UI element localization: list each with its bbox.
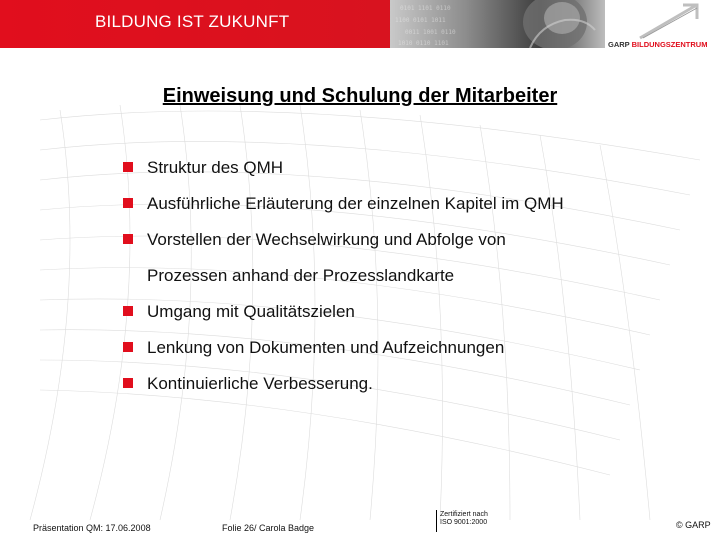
list-item [123,366,683,402]
list-item-text: Lenkung von Dokumenten und Aufzeichnungen [147,338,505,357]
list-item-text: Umgang mit Qualitätszielen [147,302,355,321]
list-item [123,150,683,186]
svg-text:1100 0101 1011: 1100 0101 1011 [395,17,446,24]
svg-text:0101 1101 0110: 0101 1101 0110 [400,5,451,12]
red-square-bullet-icon [123,162,133,172]
list-item [123,222,683,258]
list-item-text: Vorstellen der Wechselwirkung und Abfolge von [147,230,506,249]
logo-garp-word: GARP [608,40,630,49]
header-tagline: BILDUNG IST ZUKUNFT [95,12,290,31]
cert-line-2: ISO 9001:2000 [440,519,488,526]
list-item [123,294,683,330]
svg-text:1010 0110 1101: 1010 0110 1101 [398,40,449,47]
list-item-text: Kontinuierliche Verbesserung. [147,374,373,393]
list-item-continuation [123,258,683,294]
header [0,0,720,50]
list-item-text: Prozessen anhand der Prozesslandkarte [147,266,455,285]
red-square-bullet-icon [123,198,133,208]
red-square-bullet-icon [123,342,133,352]
header-image [390,0,605,48]
red-square-bullet-icon [123,378,133,388]
footer-slide-info: Folie 26/ Carola Badge [222,523,315,533]
list-item [123,330,683,366]
list-item-text: Ausführliche Erläuterung der einzelnen Kapitel im QMH [147,194,564,213]
list-item-text: Struktur des QMH [147,158,284,177]
bullet-list [123,150,683,402]
footer-divider [436,510,437,532]
garp-logo-text [608,40,707,49]
logo-center-word: BILDUNGSZENTRUM [631,40,708,49]
footer-presentation-date: Präsentation QM: 17.06.2008 [33,523,151,533]
face-graphic-icon [390,0,605,48]
cert-line-1: Zertifiziert nach [440,511,488,518]
footer-copyright: © GARP [676,520,711,530]
arrow-logo-icon [605,0,720,40]
footer-certification [440,511,488,527]
svg-text:0011 1001 0110: 0011 1001 0110 [405,29,456,36]
red-square-bullet-icon [123,234,133,244]
red-square-bullet-icon [123,306,133,316]
slide-title: Einweisung und Schulung der Mitarbeiter [162,85,558,107]
list-item [123,186,683,222]
